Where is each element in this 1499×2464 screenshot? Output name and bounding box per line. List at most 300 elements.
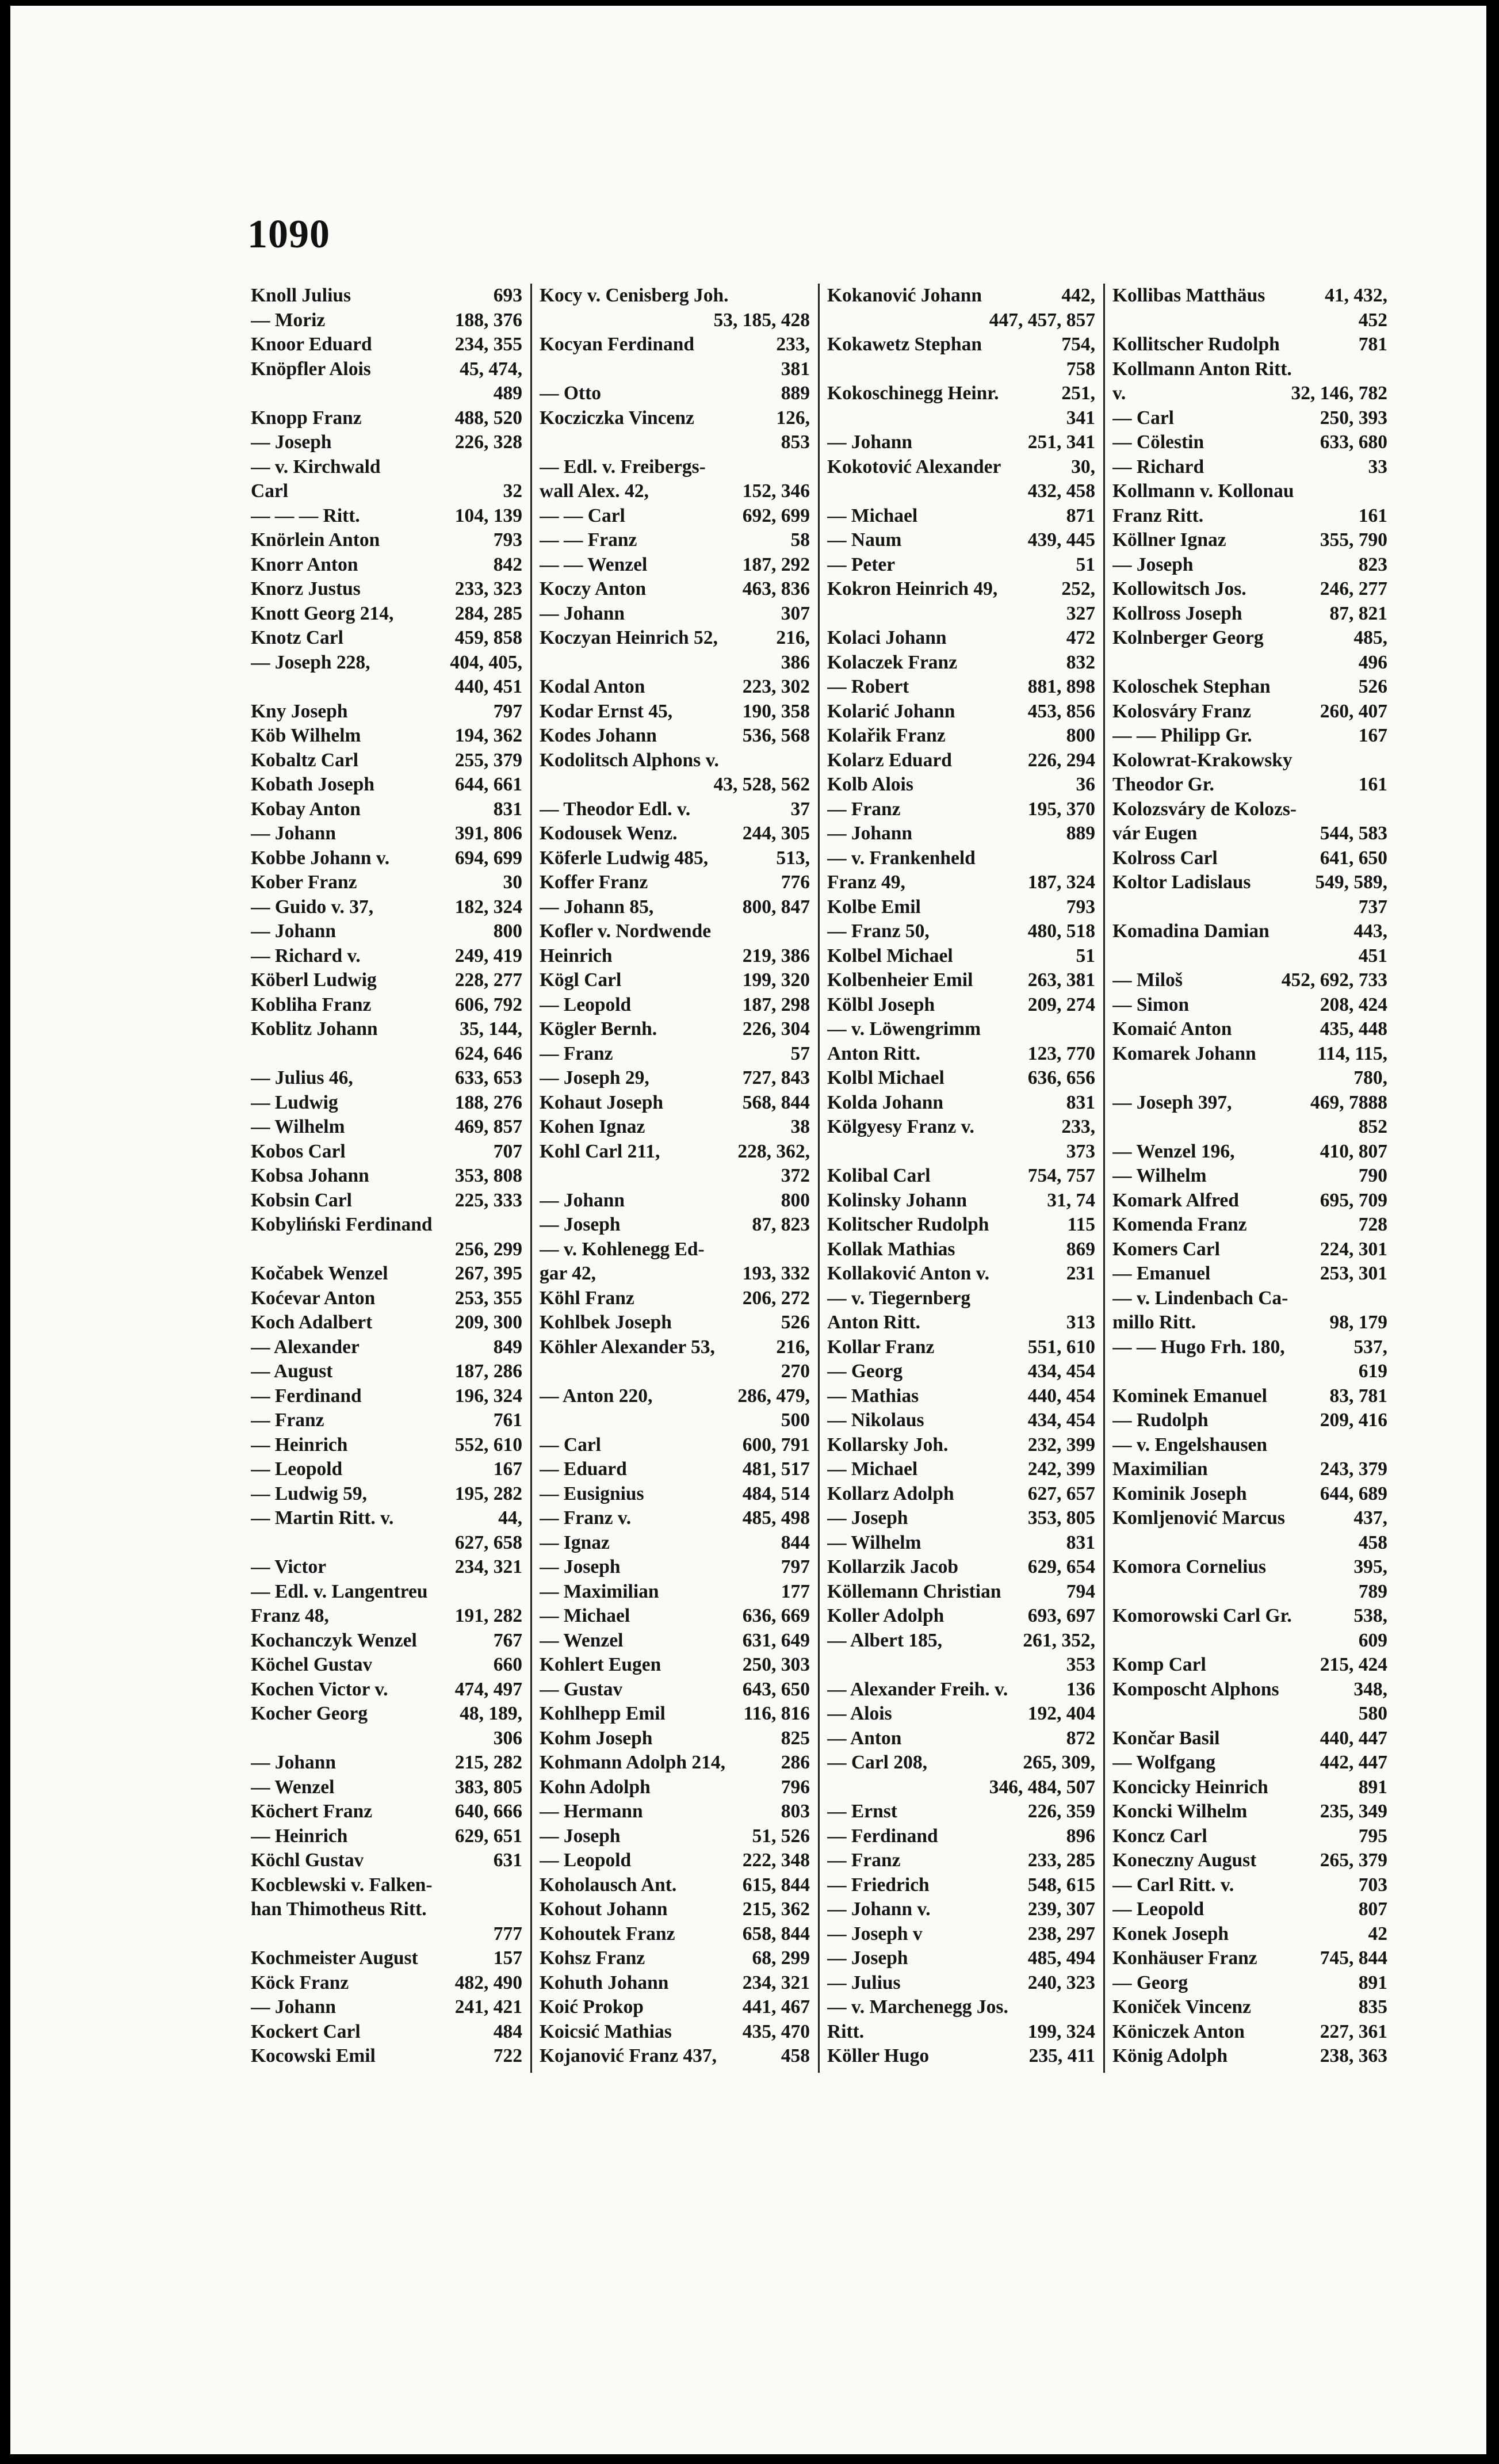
- entry-pages: 246, 277: [1320, 578, 1387, 599]
- entry-name: Kobyliński Ferdinand: [251, 1214, 433, 1235]
- index-entry: [251, 1946, 522, 1971]
- entry-pages: 568, 844: [742, 1091, 810, 1113]
- entry-name: — Maximilian: [540, 1580, 659, 1602]
- index-entry: [827, 1262, 1095, 1286]
- entry-name: Kohlert Eugen: [540, 1654, 661, 1675]
- entry-pages: 353, 808: [454, 1165, 522, 1186]
- entry-pages: [1381, 748, 1387, 773]
- entry-pages: 831: [1066, 1091, 1095, 1113]
- entry-name: — Simon: [1112, 994, 1190, 1015]
- entry-name: — Carl 208,: [827, 1752, 927, 1773]
- index-entry: [827, 1678, 1095, 1702]
- index-entry: [827, 1164, 1095, 1189]
- entry-pages: 209, 274: [1027, 994, 1095, 1015]
- index-entry: [1112, 1946, 1387, 1971]
- entry-pages: 797: [781, 1556, 810, 1577]
- entry-pages: 624, 646: [454, 1042, 522, 1064]
- entry-name: — Anton: [827, 1727, 902, 1749]
- entry-name: — Joseph: [1112, 553, 1194, 575]
- index-entry: [251, 430, 522, 455]
- entry-name: han Thimotheus Ritt.: [251, 1898, 427, 1920]
- index-entry: [827, 895, 1095, 920]
- index-entry: [827, 1873, 1095, 1898]
- entry-pages: 484: [493, 2020, 522, 2042]
- index-entry: [251, 479, 522, 504]
- entry-pages: 87, 823: [752, 1214, 810, 1235]
- entry-name: Kolitscher Rudolph: [827, 1214, 989, 1235]
- index-entry: [827, 1286, 1095, 1311]
- entry-name: Koncki Wilhelm: [1112, 1801, 1248, 1822]
- entry-pages: 167: [493, 1458, 522, 1480]
- index-entry: [1112, 284, 1387, 308]
- index-entry-continuation: [1112, 1359, 1387, 1384]
- index-entry: [1112, 381, 1387, 406]
- index-column-1: [251, 284, 522, 2291]
- entry-pages: 800: [781, 1189, 810, 1211]
- index-entry: [540, 846, 810, 871]
- entry-pages: 307: [781, 602, 810, 624]
- entry-name: — v. Frankenheld: [827, 847, 976, 869]
- entry-name: — Richard: [1112, 456, 1204, 477]
- entry-name: Franz 49,: [827, 872, 905, 893]
- entry-pages: 440, 454: [1027, 1385, 1095, 1407]
- index-entry: [540, 406, 810, 431]
- entry-name: Kollar Franz: [827, 1336, 935, 1358]
- index-entry: [1112, 1995, 1387, 2020]
- index-entry: [827, 1555, 1095, 1580]
- entry-name: — Wilhelm: [1112, 1165, 1207, 1186]
- entry-pages: 372: [781, 1165, 810, 1186]
- index-entry: [540, 504, 810, 529]
- entry-name: König Adolph: [1112, 2045, 1228, 2066]
- index-entry: [540, 1848, 810, 1873]
- entry-name: — — Philipp Gr.: [1112, 725, 1252, 746]
- entry-name: Končar Basil: [1112, 1727, 1220, 1749]
- index-entry-continuation: [540, 1164, 810, 1189]
- entry-pages: 167: [1358, 725, 1387, 746]
- entry-name: — Georg: [827, 1361, 903, 1382]
- entry-pages: 640, 666: [454, 1801, 522, 1822]
- entry-pages: 432, 458: [1027, 480, 1095, 502]
- index-entry: [251, 1359, 522, 1384]
- entry-name: — Joseph: [251, 431, 332, 453]
- index-entry: [251, 724, 522, 748]
- entry-pages: 30,: [1071, 456, 1095, 477]
- index-entry: [251, 1629, 522, 1653]
- entry-name: — Joseph: [827, 1947, 908, 1969]
- entry-pages: 341: [1066, 407, 1095, 429]
- index-entry-continuation: [251, 675, 522, 700]
- index-entry: [827, 1115, 1095, 1140]
- index-entry-continuation: [540, 773, 810, 797]
- entry-pages: 104, 139: [454, 505, 522, 526]
- entry-pages: 239, 307: [1027, 1898, 1095, 1920]
- index-entry: [1112, 553, 1387, 578]
- entry-name: — v. Lindenbach Ca-: [1112, 1287, 1288, 1309]
- entry-pages: [1381, 357, 1387, 382]
- entry-pages: 435, 470: [742, 2020, 810, 2042]
- index-entry: [1112, 406, 1387, 431]
- entry-pages: 136: [1066, 1678, 1095, 1700]
- entry-name: Komp Carl: [1112, 1654, 1206, 1675]
- index-entry: [827, 993, 1095, 1018]
- entry-name: — Eduard: [540, 1458, 627, 1480]
- entry-pages: 253, 355: [454, 1287, 522, 1309]
- index-entry: [251, 1824, 522, 1849]
- index-entry: [1112, 504, 1387, 529]
- entry-name: Koloschek Stephan: [1112, 676, 1271, 697]
- entry-pages: 87, 821: [1329, 602, 1387, 624]
- entry-pages: 53, 185, 428: [713, 309, 810, 331]
- entry-name: — v. Tiegernberg: [827, 1287, 971, 1309]
- entry-name: — Guido v. 37,: [251, 896, 374, 918]
- entry-name: — Leopold: [540, 1850, 632, 1871]
- index-entry-continuation: [1112, 651, 1387, 675]
- index-entry: [251, 1335, 522, 1360]
- index-entry: [827, 284, 1095, 308]
- index-entry: [1112, 797, 1387, 822]
- index-entry: [827, 1042, 1095, 1067]
- entry-pages: 126,: [776, 407, 810, 429]
- entry-pages: 536, 568: [742, 725, 810, 746]
- entry-name: Kolibal Carl: [827, 1165, 931, 1186]
- index-entry: [827, 651, 1095, 675]
- entry-pages: 737: [1358, 896, 1387, 918]
- index-entry: [1112, 479, 1387, 504]
- entry-name: Kohlbek Joseph: [540, 1312, 672, 1333]
- entry-pages: 33: [1368, 456, 1387, 477]
- index-entry: [251, 577, 522, 602]
- entry-pages: 440, 447: [1320, 1727, 1387, 1749]
- entry-pages: 286: [781, 1752, 810, 1773]
- entry-name: Kodar Ernst 45,: [540, 700, 673, 722]
- entry-name: Theodor Gr.: [1112, 774, 1214, 795]
- entry-pages: 458: [1358, 1531, 1387, 1553]
- entry-name: — Martin Ritt. v.: [251, 1507, 394, 1529]
- entry-pages: 458: [781, 2045, 810, 2066]
- entry-name: — Leopold: [251, 1458, 343, 1480]
- index-entry: [251, 1702, 522, 1726]
- entry-pages: 825: [781, 1727, 810, 1749]
- index-entry: [251, 1286, 522, 1311]
- entry-pages: 270: [781, 1361, 810, 1382]
- entry-pages: 191, 282: [454, 1605, 522, 1626]
- entry-name: Koncicky Heinrich: [1112, 1776, 1268, 1798]
- entry-pages: 182, 324: [454, 896, 522, 918]
- entry-name: Köniczek Anton: [1112, 2020, 1245, 2042]
- entry-pages: 452: [1358, 309, 1387, 331]
- index-entry: [540, 1017, 810, 1042]
- entry-name: — Hermann: [540, 1801, 643, 1822]
- entry-name: Kohmann Adolph 214,: [540, 1752, 726, 1773]
- index-entry: [540, 895, 810, 920]
- entry-name: Köhler Alexander 53,: [540, 1336, 715, 1358]
- entry-name: Kollarsky Joh.: [827, 1434, 949, 1456]
- entry-pages: 208, 424: [1320, 994, 1387, 1015]
- entry-pages: 187, 292: [742, 553, 810, 575]
- index-entry-continuation: [1112, 1629, 1387, 1653]
- entry-pages: 152, 346: [742, 480, 810, 502]
- index-entry: [540, 1066, 810, 1091]
- index-entry: [1112, 1384, 1387, 1409]
- entry-pages: 513,: [776, 847, 810, 869]
- index-entry-continuation: [827, 406, 1095, 431]
- entry-pages: 261, 352,: [1023, 1629, 1095, 1651]
- entry-pages: 240, 323: [1027, 1972, 1095, 1993]
- entry-pages: 45, 474,: [460, 358, 522, 380]
- index-entry: [827, 797, 1095, 822]
- entry-pages: 227, 361: [1320, 2020, 1387, 2042]
- index-entry: [251, 1995, 522, 2020]
- index-entry: [1112, 333, 1387, 357]
- index-entry: [540, 1555, 810, 1580]
- index-entry: [1112, 1140, 1387, 1164]
- entry-pages: 353: [1066, 1654, 1095, 1675]
- entry-pages: 695, 709: [1320, 1189, 1387, 1211]
- index-entry: [1112, 919, 1387, 944]
- index-entry-continuation: [251, 1922, 522, 1947]
- index-entry: [540, 1140, 810, 1164]
- entry-name: Kohaut Joseph: [540, 1091, 664, 1113]
- index-entry: [1112, 675, 1387, 700]
- entry-name: Köferle Ludwig 485,: [540, 847, 709, 869]
- index-entry: [540, 1604, 810, 1629]
- entry-name: Knöpfler Alois: [251, 358, 371, 380]
- index-entry: [827, 675, 1095, 700]
- entry-pages: 694, 699: [454, 847, 522, 869]
- entry-name: Kollibas Matthäus: [1112, 285, 1265, 306]
- entry-pages: 250, 393: [1320, 407, 1387, 429]
- entry-pages: 51, 526: [752, 1825, 810, 1847]
- entry-name: Kolařik Franz: [827, 725, 946, 746]
- entry-name: — Heinrich: [251, 1434, 348, 1456]
- index-column-3: [827, 284, 1095, 2291]
- entry-name: — Emanuel: [1112, 1263, 1211, 1284]
- index-entry: [251, 919, 522, 944]
- entry-name: Koblitz Johann: [251, 1018, 378, 1040]
- entry-pages: 549, 589,: [1315, 872, 1387, 893]
- entry-pages: [803, 1237, 810, 1262]
- entry-name: Kominik Joseph: [1112, 1483, 1247, 1504]
- entry-name: vár Eugen: [1112, 823, 1198, 844]
- entry-pages: 853: [781, 431, 810, 453]
- index-entry: [827, 1482, 1095, 1507]
- index-entry: [540, 1213, 810, 1237]
- entry-pages: 728: [1358, 1214, 1387, 1235]
- entry-name: Köllner Ignaz: [1112, 529, 1226, 551]
- entry-pages: [1381, 797, 1387, 822]
- index-entry: [540, 2044, 810, 2069]
- index-entry: [251, 1115, 522, 1140]
- entry-name: Kochanczyk Wenzel: [251, 1629, 417, 1651]
- index-entry-continuation: [827, 1653, 1095, 1678]
- entry-pages: 188, 276: [454, 1091, 522, 1113]
- entry-name: — Franz 50,: [827, 920, 930, 942]
- entry-pages: 600, 791: [742, 1434, 810, 1456]
- index-entry: [1112, 602, 1387, 626]
- entry-name: Kodal Anton: [540, 676, 645, 697]
- entry-name: Kobaltz Carl: [251, 749, 359, 771]
- index-entry: [1112, 1042, 1387, 1067]
- entry-name: — Leopold: [540, 994, 632, 1015]
- entry-pages: 260, 407: [1320, 700, 1387, 722]
- entry-pages: 383, 805: [454, 1776, 522, 1798]
- index-entry: [540, 1995, 810, 2020]
- entry-pages: 633, 680: [1320, 431, 1387, 453]
- entry-name: Kochmeister August: [251, 1947, 418, 1969]
- index-entry: [827, 1457, 1095, 1482]
- entry-pages: 224, 301: [1320, 1238, 1387, 1260]
- entry-name: Kokron Heinrich 49,: [827, 578, 998, 599]
- entry-pages: [515, 1897, 522, 1922]
- index-entry-continuation: [1112, 1531, 1387, 1556]
- index-entry: [251, 1140, 522, 1164]
- index-entry: [827, 822, 1095, 846]
- index-entry: [827, 455, 1095, 480]
- entry-name: — Cölestin: [1112, 431, 1204, 453]
- index-entry: [251, 528, 522, 553]
- entry-name: Kny Joseph: [251, 700, 348, 722]
- entry-pages: 216,: [776, 1336, 810, 1358]
- entry-name: Köllemann Christian: [827, 1580, 1001, 1602]
- index-entry-continuation: [1112, 1066, 1387, 1091]
- entry-pages: 745, 844: [1320, 1947, 1387, 1969]
- entry-pages: 693: [493, 285, 522, 306]
- entry-name: Knotz Carl: [251, 627, 343, 648]
- entry-name: Kohuth Johann: [540, 1972, 669, 1993]
- entry-name: Kobbe Johann v.: [251, 847, 390, 869]
- index-entry: [540, 1824, 810, 1849]
- entry-name: — Moriz: [251, 309, 326, 331]
- entry-pages: 286, 479,: [737, 1385, 810, 1407]
- entry-name: Kokoschinegg Heinr.: [827, 383, 999, 404]
- index-entry: [251, 1384, 522, 1409]
- index-entry: [827, 2020, 1095, 2045]
- entry-name: — Wenzel: [540, 1629, 624, 1651]
- index-entry: [251, 1066, 522, 1091]
- entry-name: Kolinsky Johann: [827, 1189, 967, 1211]
- entry-pages: 235, 349: [1320, 1801, 1387, 1822]
- index-entry: [1112, 1897, 1387, 1922]
- entry-name: — Ferdinand: [827, 1825, 938, 1847]
- entry-name: — Alexander: [251, 1336, 360, 1358]
- entry-pages: 255, 379: [454, 749, 522, 771]
- entry-name: — Miloš: [1112, 969, 1183, 991]
- index-entry: [1112, 700, 1387, 724]
- entry-name: — Wilhelm: [827, 1531, 921, 1553]
- entry-pages: 636, 656: [1027, 1067, 1095, 1088]
- entry-name: Kohoutek Franz: [540, 1923, 675, 1945]
- entry-pages: [515, 1873, 522, 1898]
- entry-name: Kollitscher Rudolph: [1112, 334, 1280, 355]
- entry-pages: 641, 650: [1320, 847, 1387, 869]
- index-entry: [251, 1653, 522, 1678]
- entry-name: millo Ritt.: [1112, 1312, 1196, 1333]
- index-entry: [540, 1189, 810, 1213]
- entry-name: v.: [1112, 383, 1126, 404]
- entry-name: — Carl Ritt. v.: [1112, 1874, 1234, 1896]
- entry-name: Kocy v. Cenisberg Joh.: [540, 285, 729, 306]
- index-entry: [540, 1751, 810, 1775]
- index-entry: [251, 1457, 522, 1482]
- entry-name: Koić Prokop: [540, 1996, 644, 2018]
- entry-pages: 459, 858: [454, 627, 522, 648]
- entry-name: Kobay Anton: [251, 798, 361, 820]
- index-entry: [827, 1995, 1095, 2020]
- entry-pages: 526: [1358, 676, 1387, 697]
- entry-name: Kolbenheier Emil: [827, 969, 973, 991]
- index-entry-continuation: [827, 357, 1095, 382]
- index-entry: [540, 381, 810, 406]
- entry-pages: 852: [1358, 1116, 1387, 1137]
- entry-pages: 777: [493, 1923, 522, 1945]
- entry-pages: 606, 792: [454, 994, 522, 1015]
- entry-pages: 157: [493, 1947, 522, 1969]
- entry-pages: 469, 7888: [1310, 1091, 1387, 1113]
- index-entry: [540, 1580, 810, 1605]
- entry-name: — Julius: [827, 1972, 901, 1993]
- entry-name: — Franz v.: [540, 1507, 632, 1529]
- entry-pages: 51: [1076, 945, 1095, 967]
- entry-name: — Franz: [827, 1850, 901, 1871]
- entry-name: — — Franz: [540, 529, 637, 551]
- entry-name: Anton Ritt.: [827, 1312, 920, 1333]
- index-entry-continuation: [1112, 1115, 1387, 1140]
- index-entry: [540, 626, 810, 651]
- index-entry: [251, 1873, 522, 1898]
- index-entry-continuation: [251, 1237, 522, 1262]
- entry-pages: 440, 451: [454, 676, 522, 697]
- entry-pages: 615, 844: [742, 1874, 810, 1896]
- entry-pages: 83, 781: [1329, 1385, 1387, 1407]
- index-entry: [251, 1164, 522, 1189]
- index-entry: [1112, 870, 1387, 895]
- index-entry: [827, 430, 1095, 455]
- entry-name: Kohout Johann: [540, 1898, 668, 1920]
- entry-pages: 463, 836: [742, 578, 810, 599]
- entry-pages: 489: [493, 383, 522, 404]
- index-entry-continuation: [251, 1042, 522, 1067]
- index-entry: [1112, 1873, 1387, 1898]
- entry-pages: 644, 661: [454, 774, 522, 795]
- entry-name: Köller Hugo: [827, 2045, 930, 2066]
- index-entry: [1112, 968, 1387, 993]
- entry-pages: 537,: [1353, 1336, 1387, 1358]
- entry-name: Koffer Franz: [540, 872, 648, 893]
- entry-pages: 206, 272: [742, 1287, 810, 1309]
- index-entry: [1112, 1237, 1387, 1262]
- index-entry: [251, 2044, 522, 2069]
- index-entry: [827, 1359, 1095, 1384]
- entry-pages: 437,: [1353, 1507, 1387, 1529]
- entry-name: — Joseph: [540, 1556, 621, 1577]
- entry-pages: 693, 697: [1027, 1605, 1095, 1626]
- index-entry: [540, 1286, 810, 1311]
- index-entry: [827, 1017, 1095, 1042]
- index-entry: [251, 651, 522, 675]
- entry-pages: 484, 514: [742, 1483, 810, 1504]
- index-entry: [251, 870, 522, 895]
- entry-pages: [1088, 846, 1095, 871]
- index-entry: [827, 1580, 1095, 1605]
- entry-name: — Otto: [540, 383, 601, 404]
- entry-pages: 451: [1358, 945, 1387, 967]
- index-entry: [251, 748, 522, 773]
- entry-name: — Ernst: [827, 1801, 897, 1822]
- index-entry: [827, 1408, 1095, 1433]
- index-entry: [827, 1922, 1095, 1947]
- entry-name: — Michael: [540, 1605, 630, 1626]
